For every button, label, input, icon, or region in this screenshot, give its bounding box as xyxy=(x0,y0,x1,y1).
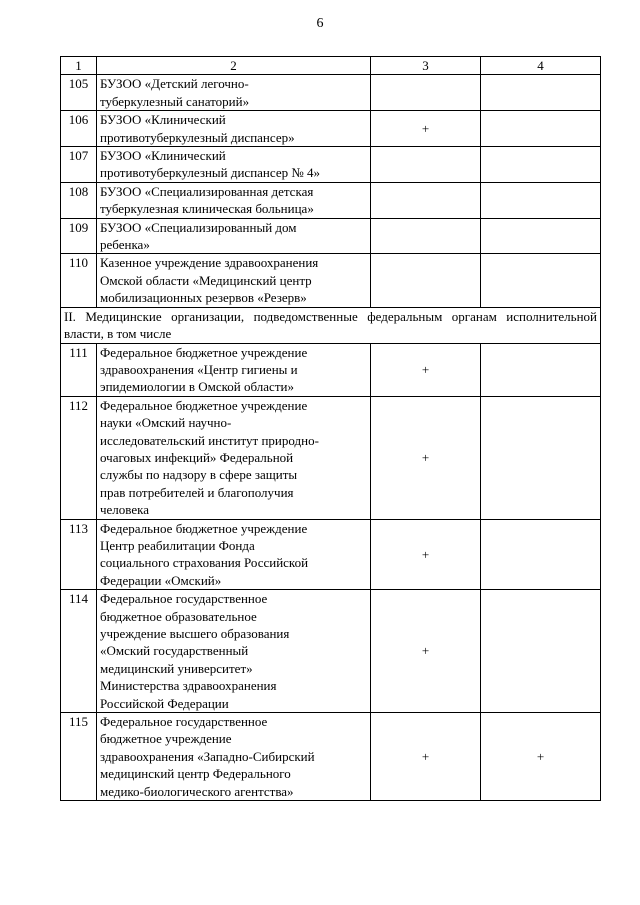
column-4-mark xyxy=(481,254,601,307)
organization-name-line: туберкулезный санаторий» xyxy=(100,93,250,109)
row-number: 113 xyxy=(61,519,97,590)
organization-name-line: БУЗОО «Клинический xyxy=(100,112,226,128)
table-row xyxy=(61,343,601,396)
organization-name-line: БУЗОО «Специализированный дом xyxy=(100,219,297,235)
column-4-mark xyxy=(481,519,601,590)
organization-name-line: эпидемиологии в Омской области» xyxy=(100,379,294,395)
column-4-mark xyxy=(481,111,601,147)
column-header: 4 xyxy=(481,57,601,75)
organization-name-line: науки «Омский научно- xyxy=(100,415,232,431)
table-row xyxy=(61,218,601,254)
row-number: 109 xyxy=(61,218,97,254)
column-3-mark: + xyxy=(371,590,481,713)
row-number: 114 xyxy=(61,590,97,713)
organization-name-line: БУЗОО «Детский легочно- xyxy=(100,76,249,92)
organization-name-line: Омской области «Медицинский центр xyxy=(100,272,312,288)
organization-name xyxy=(97,182,371,218)
organization-name-line: мобилизационных резервов «Резерв» xyxy=(100,290,307,306)
column-4-mark xyxy=(481,343,601,396)
organization-name-line: здравоохранения «Центр гигиены и xyxy=(100,361,298,377)
column-3-mark: + xyxy=(371,713,481,801)
column-header: 1 xyxy=(61,57,97,75)
table-row xyxy=(61,75,601,111)
column-header: 3 xyxy=(371,57,481,75)
organization-name-line: ребенка» xyxy=(100,237,150,253)
column-3-mark xyxy=(371,254,481,307)
column-3-mark xyxy=(371,75,481,111)
page-number: 6 xyxy=(316,16,324,31)
organization-name xyxy=(97,343,371,396)
organization-name-line: Федеральное государственное xyxy=(100,591,268,607)
row-number: 105 xyxy=(61,75,97,111)
row-number: 110 xyxy=(61,254,97,307)
column-4-mark xyxy=(481,396,601,519)
row-number: 112 xyxy=(61,396,97,519)
organization-name-line: противотуберкулезный диспансер» xyxy=(100,129,295,145)
column-4-mark xyxy=(481,182,601,218)
column-3-mark xyxy=(371,218,481,254)
organization-name-line: очаговых инфекций» Федеральной xyxy=(100,449,294,465)
table-row xyxy=(61,182,601,218)
column-4-mark xyxy=(481,218,601,254)
table-row xyxy=(61,713,601,801)
column-3-mark: + xyxy=(371,519,481,590)
table-row xyxy=(61,111,601,147)
table-row xyxy=(61,590,601,713)
organization-name-line: противотуберкулезный диспансер № 4» xyxy=(100,165,320,181)
organization-name xyxy=(97,75,371,111)
organization-name-line: бюджетное образовательное xyxy=(100,608,257,624)
organization-name-line: БУЗОО «Специализированная детская xyxy=(100,183,314,199)
organization-name-line: медико-биологического агентства» xyxy=(100,783,294,799)
organization-name-line: здравоохранения «Западно-Сибирский xyxy=(100,748,315,764)
organization-name-line: Федеральное бюджетное учреждение xyxy=(100,520,308,536)
row-number: 107 xyxy=(61,147,97,183)
column-header: 2 xyxy=(97,57,371,75)
organization-name-line: Федеральное бюджетное учреждение xyxy=(100,397,308,413)
organization-name xyxy=(97,396,371,519)
column-3-mark: + xyxy=(371,111,481,147)
column-4-mark xyxy=(481,147,601,183)
section-row xyxy=(61,307,601,343)
organization-name-line: учреждение высшего образования xyxy=(100,626,290,641)
column-4-mark xyxy=(481,75,601,111)
organization-name-line: социального страхования Российской xyxy=(100,555,309,571)
table-header-row xyxy=(61,57,601,75)
table-row xyxy=(61,147,601,183)
row-number: 111 xyxy=(61,343,97,396)
column-3-mark xyxy=(371,147,481,183)
row-number: 108 xyxy=(61,182,97,218)
organization-name-line: Федеральное государственное xyxy=(100,714,268,730)
section-heading: II. Медицинские организации, подведомственные федеральным органам исполнительной власти, в том числе xyxy=(61,307,601,343)
row-number: 106 xyxy=(61,111,97,147)
column-3-mark: + xyxy=(371,396,481,519)
table-row xyxy=(61,519,601,590)
organization-name-line: медицинский центр Федерального xyxy=(100,766,291,782)
column-4-mark: + xyxy=(481,713,601,801)
organization-name xyxy=(97,218,371,254)
organization-name xyxy=(97,590,371,713)
organization-name-line: бюджетное учреждение xyxy=(100,731,232,747)
organization-name-line: туберкулезная клиническая больница» xyxy=(100,201,314,217)
organization-name-line: медицинский университет» xyxy=(100,660,253,676)
organization-name-line: службы по надзору в сфере защиты xyxy=(100,467,298,483)
organization-name-line: прав потребителей и благополучия xyxy=(100,484,294,500)
organization-name xyxy=(97,519,371,590)
organization-name xyxy=(97,254,371,307)
table-row xyxy=(61,396,601,519)
organization-name xyxy=(97,713,371,801)
row-number: 115 xyxy=(61,713,97,801)
organization-name xyxy=(97,147,371,183)
organization-name-line: Казенное учреждение здравоохранения xyxy=(100,255,319,271)
column-4-mark xyxy=(481,590,601,713)
organization-name-line: человека xyxy=(100,502,150,518)
organization-name-line: Министерства здравоохранения xyxy=(100,678,277,694)
organization-name-line: БУЗОО «Клинический xyxy=(100,148,226,164)
organization-name-line: исследовательский институт природно- xyxy=(100,432,319,448)
organization-name-line: Центр реабилитации Фонда xyxy=(100,537,255,553)
organization-name-line: Российской Федерации xyxy=(100,695,229,711)
organization-name-line: «Омский государственный xyxy=(100,643,249,659)
table-row xyxy=(61,254,601,307)
organization-name-line: Федеральное бюджетное учреждение xyxy=(100,344,308,360)
organization-name xyxy=(97,111,371,147)
organizations-table xyxy=(60,56,601,801)
column-3-mark: + xyxy=(371,343,481,396)
organization-name-line: Федерации «Омский» xyxy=(100,572,222,588)
column-3-mark xyxy=(371,182,481,218)
